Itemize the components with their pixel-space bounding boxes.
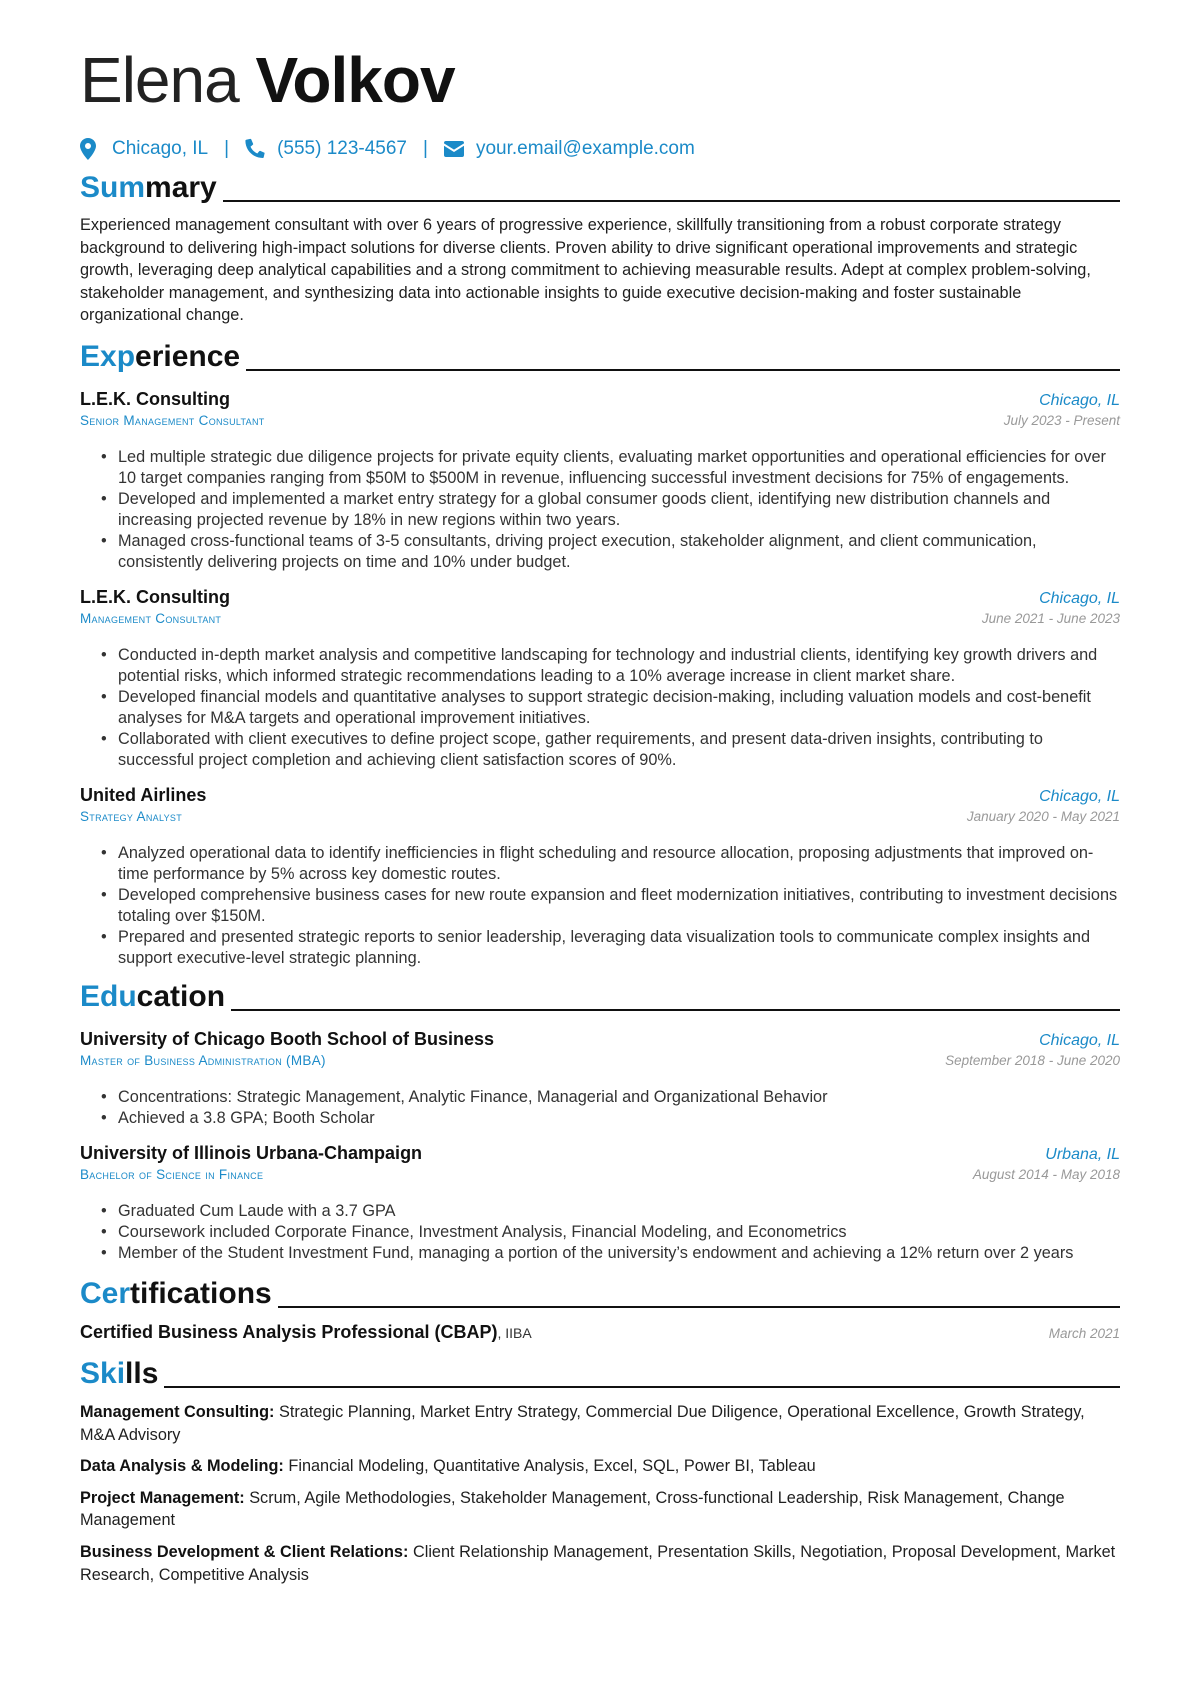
map-pin-icon bbox=[80, 138, 102, 160]
skill-category: Business Development & Client Relations: bbox=[80, 1542, 409, 1561]
bullet-list bbox=[80, 1201, 1120, 1264]
skill-category: Management Consulting: bbox=[80, 1402, 275, 1421]
job-title: Management Consultant bbox=[80, 610, 222, 626]
experience-heading bbox=[80, 337, 1120, 375]
job-title: Strategy Analyst bbox=[80, 808, 182, 824]
bullet-item: • Prepared and presented strategic reports to senior leadership, leveraging data visualization tools to communicate complex insights and support executive-level strategic planning. bbox=[118, 927, 1120, 969]
heading-accent: Cer bbox=[80, 1276, 131, 1310]
skill-list: Financial Modeling, Quantitative Analysis, Excel, SQL, Power BI, Tableau bbox=[283, 1457, 816, 1476]
contact-separator: | bbox=[423, 138, 428, 159]
job-dates: July 2023 - Present bbox=[1003, 412, 1120, 428]
certification-date: March 2021 bbox=[1048, 1325, 1120, 1341]
school: University of Chicago Booth School of Business bbox=[80, 1028, 495, 1049]
last-name: Volkov bbox=[255, 44, 455, 116]
employer: L.E.K. Consulting bbox=[80, 388, 230, 409]
skill-list: Scrum, Agile Methodologies, Stakeholder Management, Cross-functional Leadership, Risk Management, Change Management bbox=[80, 1488, 1065, 1530]
employer: L.E.K. Consulting bbox=[80, 586, 230, 607]
bullet-list bbox=[80, 843, 1120, 969]
skill-group bbox=[80, 1541, 1120, 1586]
contact-phone[interactable] bbox=[245, 138, 407, 160]
heading-accent: Sum bbox=[80, 171, 146, 204]
skill-list: Strategic Planning, Market Entry Strategy, Commercial Due Diligence, Operational Excellence, Growth Strategy, M&A Advisory bbox=[80, 1402, 1085, 1444]
bullet-item: • Conducted in-depth market analysis and competitive landscaping for technology and industrial clients, identifying key growth drivers and potential risks, which informed strategic recommendations leading to a 10% average increase in client market share. bbox=[118, 645, 1120, 687]
bullet-item: • Managed cross-functional teams of 3-5 consultants, driving project execution, stakeholder alignment, and client communication, consistently delivering projects on time and 10% under budget. bbox=[118, 531, 1120, 573]
heading-accent: Ski bbox=[80, 1356, 126, 1390]
job-title: Senior Management Consultant bbox=[80, 412, 265, 428]
bullet-item: • Analyzed operational data to identify inefficiencies in flight scheduling and resource allocation, proposing adjustments that improved on-time performance by 5% across key domestic routes. bbox=[118, 843, 1120, 885]
job-dates: January 2020 - May 2021 bbox=[966, 808, 1120, 824]
bullet-item: • Concentrations: Strategic Management, Analytic Finance, Managerial and Organizational Behavior bbox=[118, 1087, 1120, 1108]
education-heading bbox=[80, 977, 1120, 1015]
bullet-item: • Collaborated with client executives to define project scope, gather requirements, and present data-driven insights, contributing to successful project completion and achieving client satisfaction scores of 90%. bbox=[118, 729, 1120, 771]
skill-category: Data Analysis & Modeling: bbox=[80, 1457, 284, 1476]
phone-text: (555) 123-4567 bbox=[277, 138, 407, 159]
heading-rest: lls bbox=[125, 1356, 159, 1390]
bullet-item: • Member of the Student Investment Fund, managing a portion of the university’s endowment and achieving a 12% return over 2 years bbox=[118, 1243, 1120, 1264]
summary-text: Experienced management consultant with over 6 years of progressive experience, skillfully transitioning from a robust corporate strategy background to delivering high-impact solutions for diverse clients. Proven ability to drive significant operational improvements and strategic growth, leveraging deep analytical capabilities and a strong commitment to achieving measurable results. Adept at complex problem-solving, stakeholder management, and synthesizing data into actionable insights to guide executive decision-making and foster sustainable organizational change. bbox=[80, 216, 1091, 325]
degree: Bachelor of Science in Finance bbox=[80, 1166, 264, 1182]
heading-accent: Edu bbox=[80, 979, 137, 1013]
skill-group bbox=[80, 1455, 1120, 1478]
skill-group bbox=[80, 1401, 1120, 1446]
skill-category: Project Management: bbox=[80, 1488, 245, 1507]
job-location: Chicago, IL bbox=[1039, 391, 1120, 409]
bullet-item: • Led multiple strategic due diligence projects for private equity clients, evaluating market opportunities and operational efficiencies for over 10 target companies ranging from $50M to $500M in revenue, influencing successful investment decisions for 75% of engagements. bbox=[118, 447, 1120, 489]
education-dates: August 2014 - May 2018 bbox=[972, 1166, 1120, 1182]
bullet-item: • Developed comprehensive business cases for new route expansion and fleet modernization initiatives, contributing to investment decisions totaling over $150M. bbox=[118, 885, 1120, 927]
envelope-icon bbox=[444, 138, 466, 160]
heading-rule bbox=[278, 1306, 1120, 1308]
skill-group bbox=[80, 1487, 1120, 1532]
heading-accent: Exp bbox=[80, 339, 136, 373]
bullet-item: • Graduated Cum Laude with a 3.7 GPA bbox=[118, 1201, 1120, 1222]
skill-list: Client Relationship Management, Presentation Skills, Negotiation, Proposal Development, Market Research, Competitive Analysis bbox=[80, 1542, 1116, 1584]
summary-heading bbox=[80, 168, 1120, 206]
contact-location bbox=[80, 138, 208, 160]
experience-entry bbox=[80, 785, 1120, 969]
bullet-item: • Developed financial models and quantitative analyses to support strategic decision-making, including valuation models and cost-benefit analyses for M&A targets and operational improvement initiatives. bbox=[118, 687, 1120, 729]
certification-entry bbox=[80, 1322, 1120, 1348]
school-location: Urbana, IL bbox=[1045, 1145, 1120, 1163]
contact-separator: | bbox=[224, 138, 230, 159]
job-location: Chicago, IL bbox=[1039, 787, 1120, 805]
bullet-list bbox=[80, 1087, 1120, 1129]
job-location: Chicago, IL bbox=[1039, 589, 1120, 607]
phone-icon bbox=[245, 138, 267, 160]
contact-email[interactable] bbox=[444, 138, 695, 160]
bullet-list bbox=[80, 447, 1120, 573]
resume-page bbox=[80, 40, 1120, 1586]
candidate-name bbox=[80, 40, 1120, 120]
bullet-list bbox=[80, 645, 1120, 771]
heading-rest: erience bbox=[135, 339, 241, 373]
location-text: Chicago, IL bbox=[112, 138, 209, 159]
heading-rule bbox=[223, 200, 1120, 202]
bullet-item: • Coursework included Corporate Finance, Investment Analysis, Financial Modeling, and Econometrics bbox=[118, 1222, 1120, 1243]
email-link: your.email@example.com bbox=[475, 138, 695, 159]
bullet-item: • Achieved a 3.8 GPA; Booth Scholar bbox=[118, 1108, 1120, 1129]
school-location: Chicago, IL bbox=[1039, 1031, 1120, 1049]
heading-rest: mary bbox=[145, 171, 217, 204]
first-name: Elena bbox=[80, 44, 239, 116]
experience-entry bbox=[80, 587, 1120, 771]
education-entry bbox=[80, 1143, 1120, 1264]
contact-bar bbox=[80, 134, 1120, 164]
certifications-heading bbox=[80, 1274, 1120, 1312]
certification-name: Certified Business Analysis Professional (CBAP) bbox=[80, 1321, 498, 1342]
education-entry bbox=[80, 1029, 1120, 1129]
heading-rule bbox=[231, 1009, 1120, 1011]
job-dates: June 2021 - June 2023 bbox=[981, 610, 1120, 626]
school: University of Illinois Urbana-Champaign bbox=[80, 1142, 423, 1163]
degree: Master of Business Administration (MBA) bbox=[80, 1052, 326, 1068]
certification-issuer: , IIBA bbox=[497, 1324, 532, 1341]
employer: United Airlines bbox=[80, 784, 207, 805]
experience-entry bbox=[80, 389, 1120, 573]
heading-rest: tifications bbox=[130, 1276, 272, 1310]
heading-rule bbox=[246, 369, 1120, 371]
heading-rest: cation bbox=[136, 979, 226, 1013]
skills-heading bbox=[80, 1354, 1120, 1392]
heading-rule bbox=[164, 1386, 1120, 1388]
education-dates: September 2018 - June 2020 bbox=[945, 1052, 1120, 1068]
bullet-item: • Developed and implemented a market entry strategy for a global consumer goods client, identifying new distribution channels and increasing projected revenue by 18% in new regions within two years. bbox=[118, 489, 1120, 531]
